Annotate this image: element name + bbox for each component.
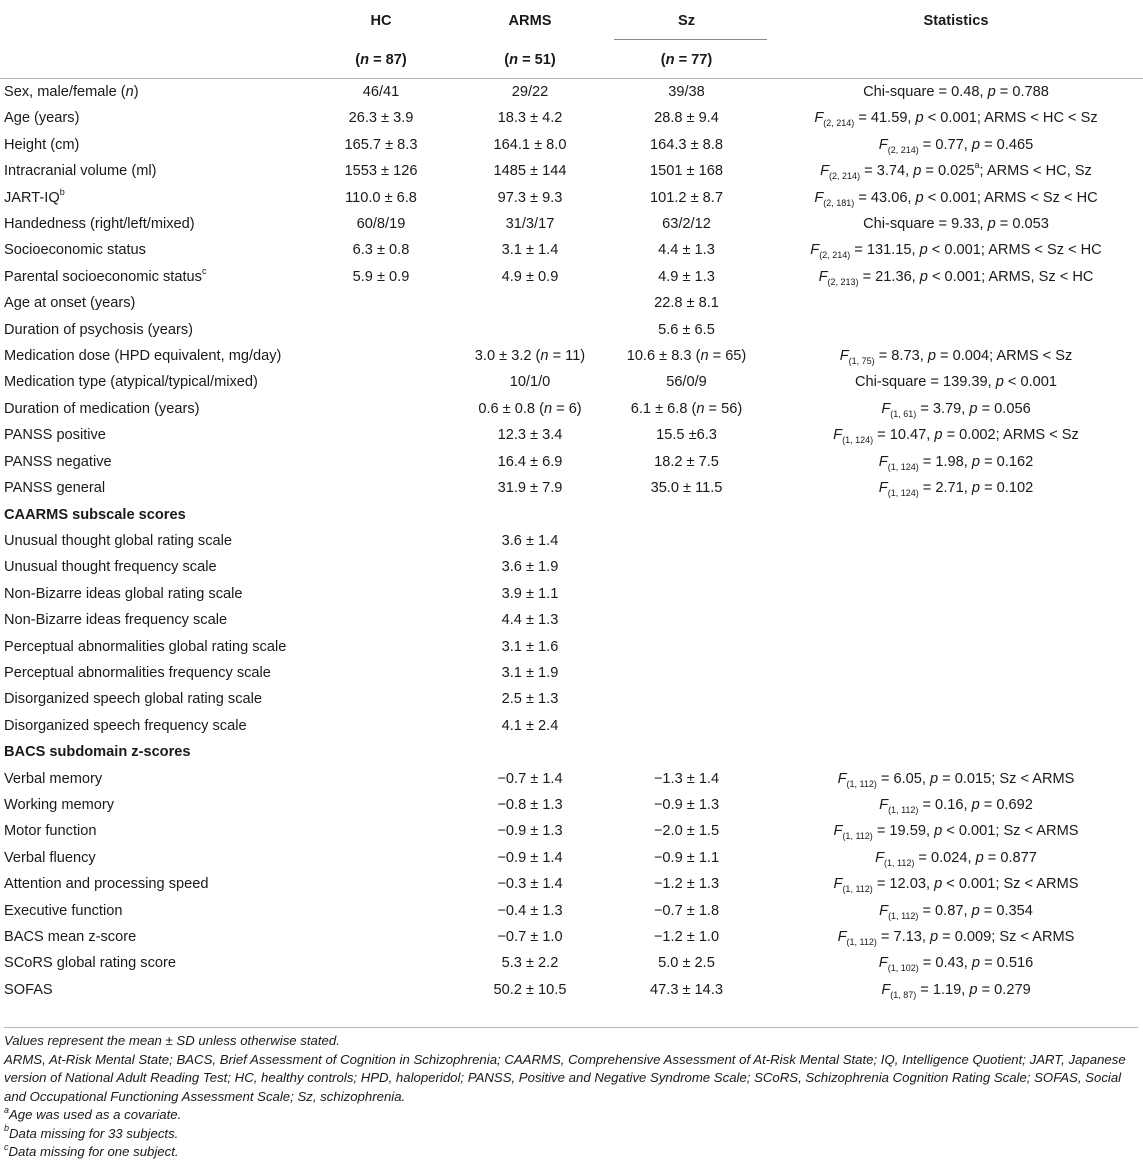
footnote-c: $^c$Data missing for one subject. <box>4 1141 179 1159</box>
n-hc: (n = 87) <box>355 52 407 68</box>
cell-sz: 164.3 ± 8.8 <box>650 136 723 153</box>
cell-sz: 10.6 ± 8.3 (n = 65) <box>626 348 747 365</box>
cell-arms: 3.1 ± 1.6 <box>501 638 559 655</box>
row-label: Medication dose (HPD equivalent, mg/day) <box>4 348 282 365</box>
cell-statistics <box>769 686 1143 712</box>
cell-arms: 31.9 ± 7.9 <box>497 480 563 497</box>
row-label: Working memory <box>4 796 115 813</box>
table-row <box>0 686 1143 712</box>
table-row <box>0 185 1143 211</box>
row-label: Height (cm) <box>4 136 80 153</box>
cell-hc <box>306 317 456 343</box>
table-row <box>0 818 1143 844</box>
cell-sz <box>604 581 769 607</box>
table-row <box>0 211 1143 237</box>
cell-arms: 10/1/0 <box>509 374 551 391</box>
row-label: Motor function <box>4 823 97 840</box>
cell-statistics <box>769 607 1143 633</box>
row-label: Unusual thought global rating scale <box>4 532 232 549</box>
cell-hc <box>306 818 456 844</box>
cell-hc <box>306 898 456 924</box>
cell-statistics <box>769 581 1143 607</box>
row-label: Intracranial volume (ml) <box>4 163 157 180</box>
cell-statistics: $F_{(1, 102)} = 0.43$, p = 0.516 <box>878 955 1034 974</box>
cell-sz <box>604 528 769 554</box>
row-label: Perceptual abnormalities global rating scale <box>4 638 287 655</box>
table-row <box>0 396 1143 422</box>
row-label: Medication type (atypical/typical/mixed) <box>4 374 258 391</box>
row-label: Verbal memory <box>4 770 103 787</box>
cell-sz: 4.9 ± 1.3 <box>658 268 715 285</box>
table-row <box>0 264 1143 290</box>
cell-sz <box>604 634 769 660</box>
cell-sz <box>604 554 769 580</box>
table-row <box>0 950 1143 976</box>
cell-hc: 165.7 ± 8.3 <box>344 136 418 153</box>
cell-arms: 164.1 ± 8.0 <box>493 136 567 153</box>
row-label: JART-$IQ^b$ <box>4 186 65 206</box>
cell-arms: 16.4 ± 6.9 <box>497 453 563 470</box>
cell-hc <box>306 422 456 448</box>
table-row <box>0 449 1143 475</box>
cell-sz <box>604 686 769 712</box>
row-label: Duration of medication (years) <box>4 400 200 417</box>
cell-hc <box>306 686 456 712</box>
cell-arms: 50.2 ± 10.5 <box>493 981 567 998</box>
table-row <box>0 528 1143 554</box>
cell-sz: 15.5 ±6.3 <box>656 427 717 444</box>
cell-statistics: $F_{(1, 112)} = 0.024$, p = 0.877 <box>875 849 1037 868</box>
cell-arms: −0.7 ± 1.0 <box>497 929 563 945</box>
cell-arms: 97.3 ± 9.3 <box>497 189 563 206</box>
row-label: Socioeconomic status <box>4 242 146 259</box>
row-label: Disorganized speech frequency scale <box>4 717 247 734</box>
cell-statistics <box>769 713 1143 739</box>
table-row <box>0 237 1143 263</box>
cell-hc <box>306 792 456 818</box>
cell-sz: −0.7 ± 1.8 <box>653 902 720 919</box>
cell-sz: 5.6 ± 6.5 <box>658 321 715 338</box>
cell-hc: 6.3 ± 0.8 <box>352 242 410 259</box>
cell-statistics: $F_{(1, 124)} = 10.47$, p = 0.002; ARMS < Sz <box>833 427 1079 446</box>
cell-sz: 35.0 ± 11.5 <box>650 480 723 497</box>
cell-arms: −0.9 ± 1.3 <box>497 823 563 840</box>
header-arms: ARMS <box>508 13 552 29</box>
table-row <box>0 158 1143 184</box>
cell-sz: 22.8 ± 8.1 <box>654 295 719 312</box>
n-arms: (n = 51) <box>504 52 556 68</box>
cell-arms: −0.9 ± 1.4 <box>497 849 563 866</box>
cell-hc: 60/8/19 <box>356 216 406 233</box>
table-row <box>0 713 1143 739</box>
cell-statistics: $F_{(1, 124)} = 1.98$, p = 0.162 <box>878 453 1034 472</box>
cell-hc: 1553 ± 126 <box>344 163 418 180</box>
n-sz: (n = 77) <box>660 52 713 68</box>
cell-hc <box>306 581 456 607</box>
table-row <box>0 79 1143 106</box>
table-row <box>0 607 1143 633</box>
cell-statistics: $F_{(1, 112)} = 19.59$, p < 0.001; Sz < ARMS <box>833 823 1079 842</box>
cell-sz: 47.3 ± 14.3 <box>650 981 723 998</box>
cell-arms: −0.4 ± 1.3 <box>497 902 563 919</box>
cell-hc <box>306 977 456 1003</box>
cell-arms <box>456 290 604 316</box>
header-group-rule <box>614 39 767 40</box>
cell-statistics: $F_{(1, 75)} = 8.73$, p = 0.004; ARMS < Sz <box>839 348 1073 366</box>
cell-arms: 3.6 ± 1.4 <box>501 532 559 549</box>
table-row <box>0 422 1143 448</box>
cell-sz: 101.2 ± 8.7 <box>650 189 723 206</box>
cell-sz: 6.1 ± 6.8 (n = 56) <box>630 400 743 417</box>
header-blank <box>0 0 306 42</box>
table-row <box>0 554 1143 580</box>
cell-statistics: $F_{(1, 112)} = 12.03$, p < 0.001; Sz < ARMS <box>833 876 1079 895</box>
cell-hc <box>306 713 456 739</box>
cell-arms: 4.9 ± 0.9 <box>501 268 559 285</box>
cell-sz: 56/0/9 <box>666 374 707 391</box>
cell-hc <box>306 475 456 501</box>
table-row <box>0 977 1143 1003</box>
cell-statistics <box>769 317 1143 343</box>
header-statistics: Statistics <box>923 13 989 29</box>
row-label: PANSS general <box>4 480 106 497</box>
cell-sz: −0.9 ± 1.1 <box>653 849 720 866</box>
cell-statistics: $F_{(1, 61)} = 3.79$, p = 0.056 <box>881 400 1031 419</box>
footnote-values: Values represent the mean ± SD unless otherwise stated. <box>4 1033 340 1048</box>
cell-arms: 1485 ± 144 <box>493 163 567 180</box>
cell-statistics: $F_{(2, 214)} = 41.59$, p < 0.001; ARMS < HC < Sz <box>814 110 1098 129</box>
cell-sz: 4.4 ± 1.3 <box>658 242 715 259</box>
cell-arms: −0.8 ± 1.3 <box>497 796 563 813</box>
cell-hc <box>306 634 456 660</box>
cell-hc <box>306 369 456 395</box>
cell-statistics: Chi-square = 139.39, p < 0.001 <box>854 374 1058 391</box>
cell-hc <box>306 950 456 976</box>
cell-arms: 3.9 ± 1.1 <box>501 585 559 602</box>
row-label: SOFAS <box>4 981 53 998</box>
cell-sz: −2.0 ± 1.5 <box>653 823 720 840</box>
cell-statistics: Chi-square = 0.48, p = 0.788 <box>769 79 1143 106</box>
footnote-abbreviations: ARMS, At-Risk Mental State; BACS, Brief Assessment of Cognition in Schizophrenia; CAARMS, Comprehensive Assessment of At-Risk Mental State; IQ, Intelligence Quotient; JART, Japanese version of National Adult Reading Test; HC, healthy controls; HPD, haloperidol; PANSS, Positive and Negative Syndrome Scale; SCoRS, Schizophrenia Cognition Rating Scale; SOFAS, Social and Occupational Functioning Assessment Scale; Sz, schizophrenia. <box>4 1051 1126 1104</box>
table-body <box>0 79 1143 1004</box>
cell-arms: −0.3 ± 1.4 <box>497 876 563 893</box>
header-hc: HC <box>370 13 392 29</box>
cell-statistics: $F_{(1, 112)} = 6.05$, p = 0.015; Sz < ARMS <box>837 770 1075 789</box>
cell-sz <box>604 713 769 739</box>
section-title: CAARMS subscale scores <box>4 506 186 523</box>
cell-statistics <box>769 634 1143 660</box>
table-row <box>0 845 1143 871</box>
cell-statistics: Chi-square = 9.33, p = 0.053 <box>863 216 1049 233</box>
row-label: Verbal fluency <box>4 849 96 866</box>
cell-hc <box>306 449 456 475</box>
row-label: Duration of psychosis (years) <box>4 321 193 338</box>
cell-sz: 63/2/12 <box>662 216 711 233</box>
row-label: Attention and processing speed <box>4 876 209 893</box>
footnote-a: $^a$Age was used as a covariate. <box>4 1104 182 1122</box>
row-label: Parental socioeconomic status$^c$ <box>4 265 207 285</box>
cell-sz: −1.2 ± 1.3 <box>653 876 720 893</box>
section-title: BACS subdomain z-scores <box>4 744 191 761</box>
cell-hc <box>306 845 456 871</box>
row-label: Non-Bizarre ideas global rating scale <box>4 585 243 602</box>
cell-hc <box>306 554 456 580</box>
table-row <box>0 634 1143 660</box>
cell-sz: −1.3 ± 1.4 <box>653 770 720 787</box>
footnote-b: $^b$Data missing for 33 subjects. <box>4 1123 179 1141</box>
cell-sz: 39/38 <box>604 79 769 106</box>
row-label: Age at onset (years) <box>4 295 136 312</box>
cell-statistics: $F_{(2, 214)} = 3.74$, p = 0.025$^a$; ARMS < HC, Sz <box>820 160 1092 182</box>
cell-statistics: $F_{(1, 112)} = 0.16$, p = 0.692 <box>879 796 1033 815</box>
cell-arms: 31/3/17 <box>505 216 555 233</box>
cell-hc <box>306 924 456 950</box>
cell-arms: 3.1 ± 1.4 <box>501 242 559 259</box>
cell-statistics <box>769 290 1143 316</box>
table-row <box>0 343 1143 369</box>
cell-statistics: $F_{(1, 112)} = 7.13$, p = 0.009; Sz < ARMS <box>837 929 1075 947</box>
cell-arms <box>456 317 604 343</box>
cell-statistics: $F_{(2, 181)} = 43.06$, p < 0.001; ARMS < Sz < HC <box>814 189 1098 208</box>
row-label: Executive function <box>4 902 123 919</box>
cell-arms: 3.6 ± 1.9 <box>501 559 559 576</box>
cell-sz: 28.8 ± 9.4 <box>654 110 719 127</box>
section-bacs <box>0 739 1143 765</box>
cell-arms: 3.0 ± 3.2 (n = 11) <box>474 348 586 365</box>
table-row <box>0 898 1143 924</box>
cell-arms: 29/22 <box>456 79 604 106</box>
cell-statistics: $F_{(2, 214)} = 131.15$, p < 0.001; ARMS < Sz < HC <box>810 242 1102 261</box>
cell-sz: 18.2 ± 7.5 <box>654 453 719 470</box>
cell-statistics: $F_{(1, 87)} = 1.19$, p = 0.279 <box>881 981 1031 1000</box>
table-row <box>0 105 1143 131</box>
header-sz: Sz <box>604 0 769 42</box>
cell-arms: 0.6 ± 0.8 (n = 6) <box>478 400 582 417</box>
table-footnotes <box>4 1027 1138 1162</box>
cell-arms: −0.7 ± 1.4 <box>497 770 563 787</box>
cell-statistics: $F_{(1, 112)} = 0.87$, p = 0.354 <box>879 902 1033 921</box>
row-label: Perceptual abnormalities frequency scale <box>4 664 271 681</box>
table-row <box>0 132 1143 158</box>
cell-statistics: $F_{(1, 124)} = 2.71$, p = 0.102 <box>878 480 1034 498</box>
header-n-sz <box>604 42 769 79</box>
cell-statistics <box>769 660 1143 686</box>
table-row <box>0 871 1143 897</box>
cell-hc <box>306 528 456 554</box>
cell-hc <box>306 343 456 369</box>
table-row <box>0 660 1143 686</box>
row-label: Sex, male/female (n) <box>0 79 306 106</box>
cell-hc: 110.0 ± 6.8 <box>345 189 417 206</box>
cell-hc: 26.3 ± 3.9 <box>348 110 414 127</box>
cell-sz: 5.0 ± 2.5 <box>658 955 715 972</box>
cell-hc <box>306 660 456 686</box>
table-row <box>0 792 1143 818</box>
cell-hc <box>306 766 456 792</box>
row-label: PANSS positive <box>4 427 106 444</box>
table-row <box>0 924 1143 950</box>
header-n-arms <box>456 42 604 79</box>
row-label: PANSS negative <box>4 453 112 470</box>
row-label: Handedness (right/left/mixed) <box>4 216 195 233</box>
cell-statistics: $F_{(2, 214)} = 0.77$, p = 0.465 <box>878 136 1034 155</box>
table-row <box>0 317 1143 343</box>
row-label: Unusual thought frequency scale <box>4 559 217 576</box>
table-row <box>0 581 1143 607</box>
cell-sz: −1.2 ± 1.0 <box>653 929 720 945</box>
cell-arms: 4.4 ± 1.3 <box>501 612 559 629</box>
table-row <box>0 475 1143 501</box>
row-label: SCoRS global rating score <box>4 955 176 972</box>
cell-hc <box>306 290 456 316</box>
cell-arms: 5.3 ± 2.2 <box>501 955 559 972</box>
row-label: Non-Bizarre ideas frequency scale <box>4 612 228 629</box>
cell-sz: −0.9 ± 1.3 <box>653 796 720 813</box>
cell-hc: 5.9 ± 0.9 <box>352 268 410 285</box>
cell-arms: 2.5 ± 1.3 <box>501 691 559 708</box>
cell-sz <box>604 607 769 633</box>
table-row <box>0 766 1143 792</box>
cell-statistics <box>769 554 1143 580</box>
cell-statistics: $F_{(2, 213)} = 21.36$, p < 0.001; ARMS, Sz < HC <box>818 268 1094 287</box>
cell-arms: 4.1 ± 2.4 <box>501 717 559 734</box>
row-label: Age (years) <box>4 110 80 127</box>
cell-arms: 18.3 ± 4.2 <box>497 110 563 127</box>
cell-statistics <box>769 528 1143 554</box>
cell-sz: 1501 ± 168 <box>650 163 723 180</box>
section-caarms <box>0 502 1143 528</box>
row-label: Disorganized speech global rating scale <box>4 691 262 708</box>
cell-arms: 3.1 ± 1.9 <box>501 664 559 681</box>
cell-hc <box>306 871 456 897</box>
cell-hc <box>306 396 456 422</box>
cell-hc <box>306 607 456 633</box>
header-n-hc <box>306 42 456 79</box>
table-row <box>0 369 1143 395</box>
cell-hc: 46/41 <box>306 79 456 106</box>
table-row <box>0 290 1143 316</box>
cell-sz <box>604 660 769 686</box>
cell-arms: 12.3 ± 3.4 <box>497 427 563 444</box>
row-label: BACS mean z-score <box>4 929 137 945</box>
